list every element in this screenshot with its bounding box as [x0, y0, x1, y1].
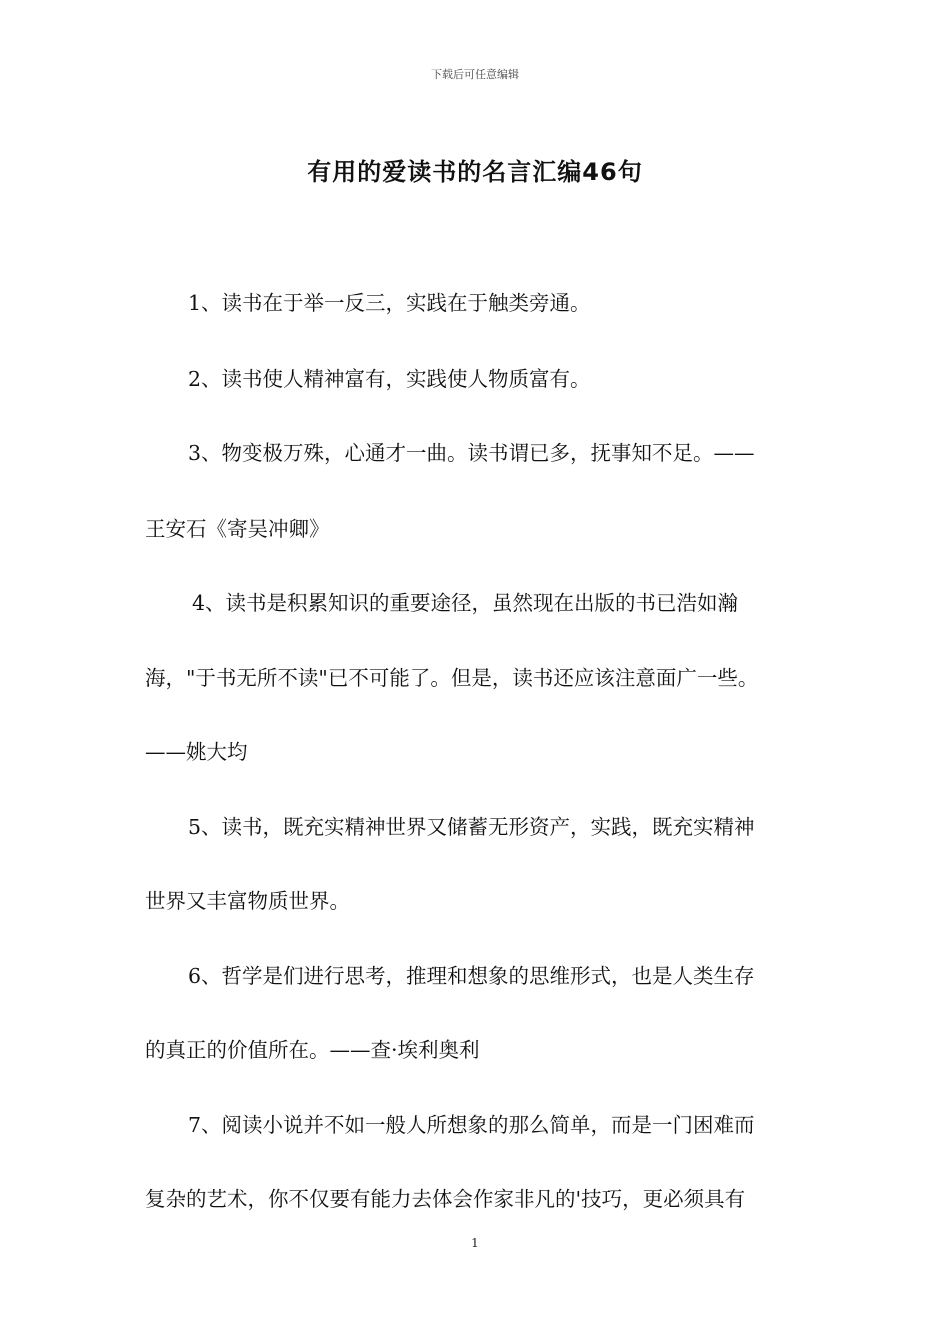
quote-line: 2、读书使人精神富有，实践使人物质富有。: [188, 367, 591, 391]
quote-line: 4、读书是积累知识的重要途径，虽然现在出版的书已浩如瀚: [192, 591, 739, 615]
quote-line: 世界又丰富物质世界。: [145, 889, 350, 913]
quote-line: 5、读书，既充实精神世界又储蓄无形资产，实践，既充实精神: [188, 815, 755, 839]
quote-line: 复杂的艺术，你不仅要有能力去体会作家非凡的'技巧，更必须具有: [145, 1187, 746, 1211]
page-number: 1: [471, 1236, 479, 1250]
quote-line: 3、物变极万殊，心通才一曲。读书谓已多，抚事知不足。——: [188, 441, 755, 465]
quote-line: 1、读书在于举一反三，实践在于触类旁通。: [188, 291, 591, 315]
quote-line: ——姚大均: [145, 740, 248, 764]
quote-line: 7、阅读小说并不如一般人所想象的那么简单，而是一门困难而: [188, 1113, 755, 1137]
quote-line: 海，"于书无所不读"已不可能了。但是，读书还应该注意面广一些。: [145, 666, 759, 690]
quote-line: 王安石《寄吴冲卿》: [145, 517, 330, 541]
quote-line: 的真正的价值所在。——查·埃利奥利: [145, 1038, 480, 1062]
document-title: 有用的爱读书的名言汇编46句: [307, 158, 643, 186]
quote-line: 6、哲学是们进行思考，推理和想象的思维形式，也是人类生存: [188, 964, 755, 988]
header-note: 下载后可任意编辑: [431, 68, 519, 81]
